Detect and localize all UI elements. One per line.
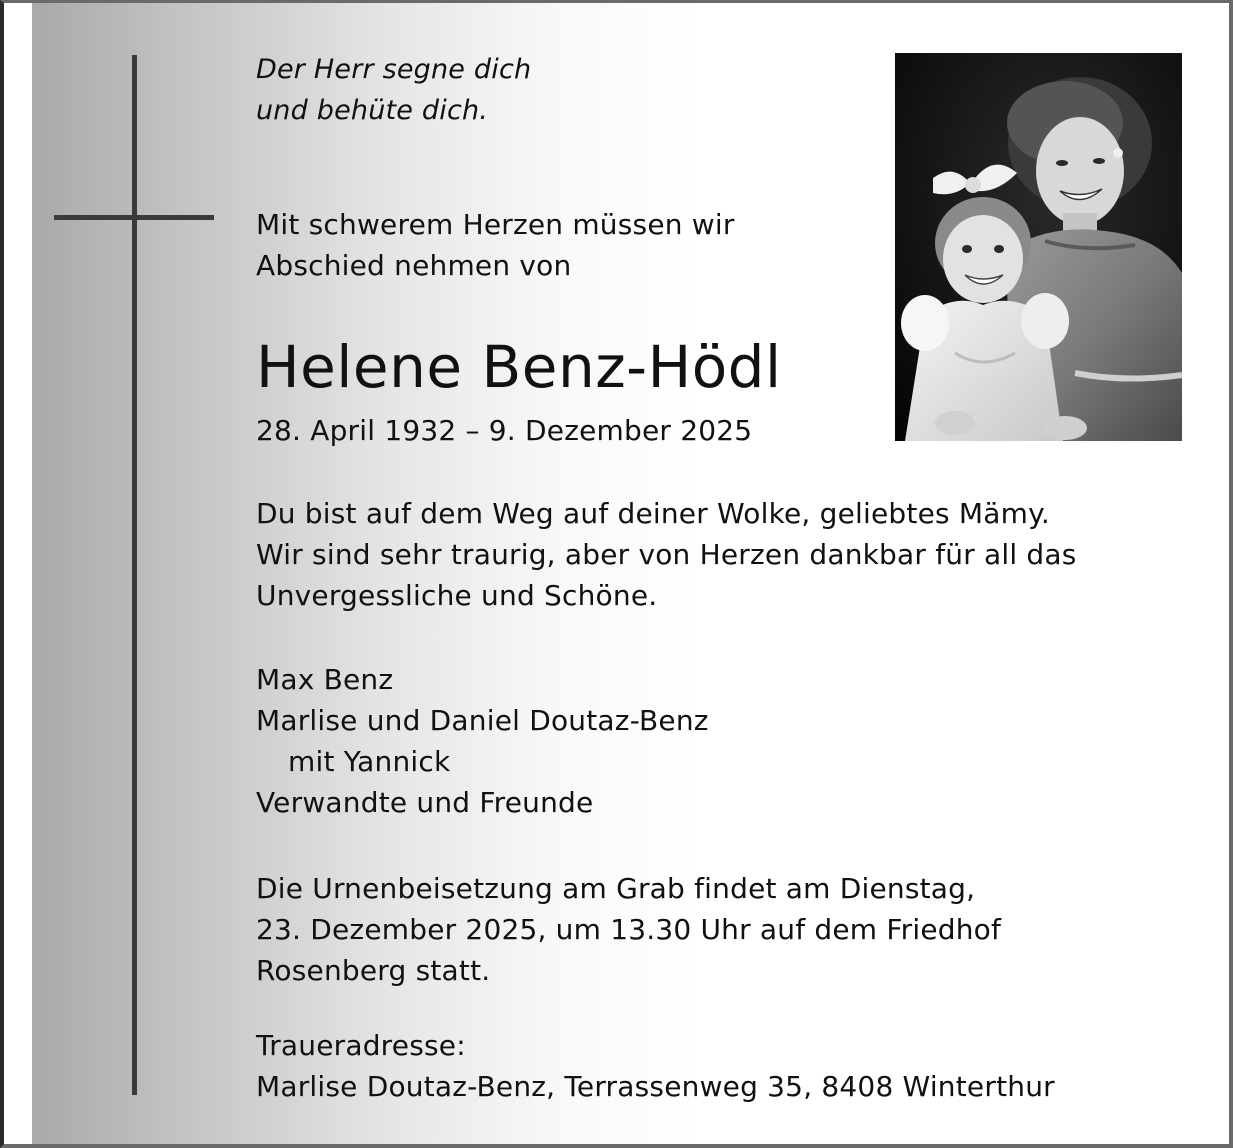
mourner-name: Verwandte und Freunde [256, 786, 594, 819]
life-dates-text: 28. April 1932 – 9. Dezember 2025 [256, 414, 753, 447]
ceremony-info [256, 868, 1001, 991]
cross-icon-vertical-bar [132, 55, 137, 1095]
verse-line: und behüte dich. [256, 95, 489, 126]
ceremony-line: Die Urnenbeisetzung am Grab findet am Dienstag, [256, 872, 976, 905]
farewell-message [256, 493, 1077, 616]
mourner-name: Marlise und Daniel Doutaz-Benz [256, 704, 709, 737]
ceremony-line: Rosenberg statt. [256, 954, 491, 987]
message-line: Wir sind sehr traurig, aber von Herzen dankbar für all das [256, 538, 1077, 571]
address-value: Marlise Doutaz-Benz, Terrassenweg 35, 8408 Winterthur [256, 1070, 1055, 1103]
cross-icon-horizontal-bar [54, 215, 214, 220]
intro-text [256, 204, 735, 286]
intro-line: Mit schwerem Herzen müssen wir [256, 208, 735, 241]
intro-line: Abschied nehmen von [256, 249, 572, 282]
portrait-photo [895, 53, 1182, 441]
verse-line: Der Herr segne dich [256, 54, 532, 85]
mourner-name: mit Yannick [288, 745, 451, 778]
ceremony-line: 23. Dezember 2025, um 13.30 Uhr auf dem Friedhof [256, 913, 1002, 946]
bible-verse [256, 49, 531, 131]
mourners-list [256, 659, 709, 823]
address-label: Traueradresse: [256, 1029, 466, 1062]
life-dates [256, 410, 752, 451]
mourner-name: Max Benz [256, 663, 394, 696]
message-line: Du bist auf dem Weg auf deiner Wolke, geliebtes Mämy. [256, 497, 1050, 530]
message-line: Unvergessliche und Schöne. [256, 579, 658, 612]
deceased-name: Helene Benz-Hödl [256, 333, 782, 401]
mourning-address [256, 1025, 1055, 1107]
